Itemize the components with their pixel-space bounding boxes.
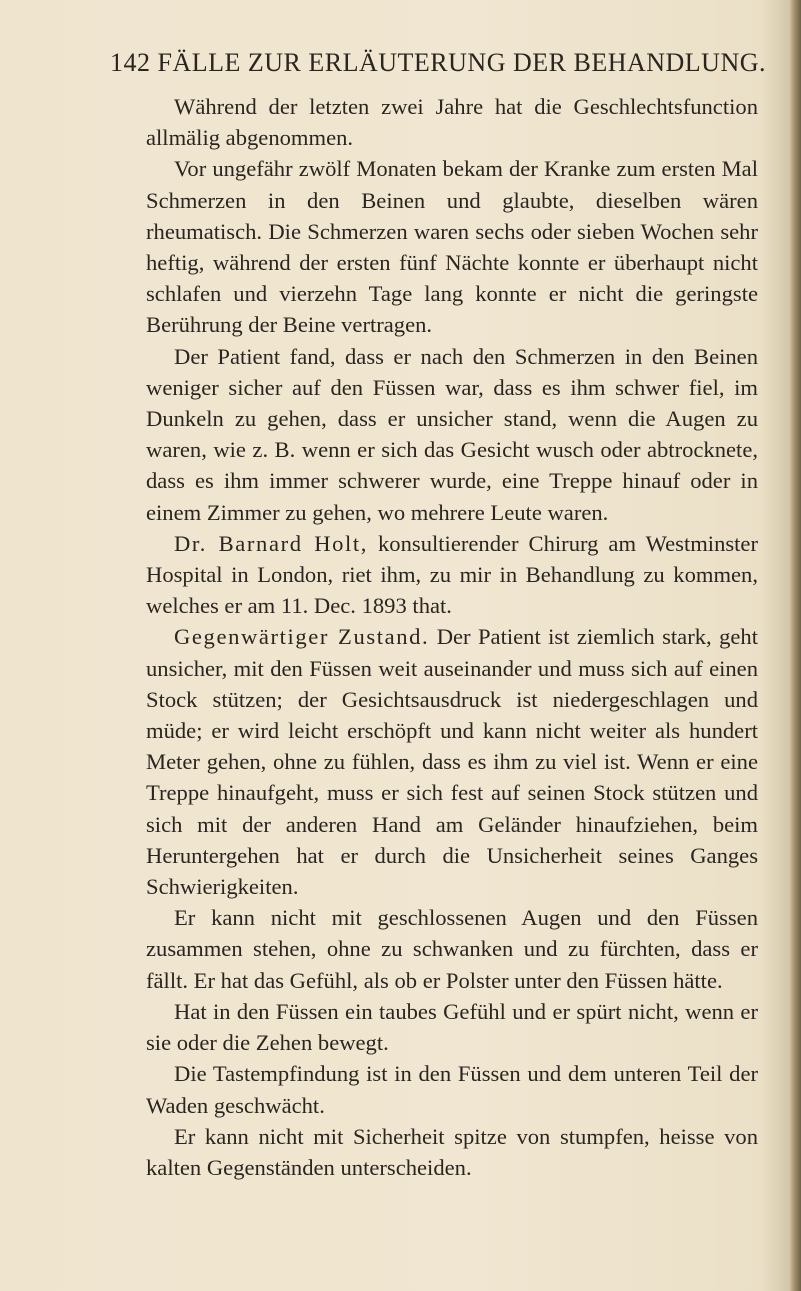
- paragraph-text: Der Patient ist ziemlich stark, geht unsicher, mit den Füssen weit auseinander und muss sich auf einen Stock stützen; der Gesichtsausdruck ist niedergeschlagen und müde; er wird leicht erschöpft und kann nicht weiter als hundert Meter gehen, ohne zu fühlen, dass es ihm zu viel ist. Wenn er eine Treppe hinaufgeht, muss er sich fest auf seinen Stock stützen und sich mit der anderen Hand am Geländer hinaufziehen, beim Heruntergehen hat er durch die Unsicherheit seines Ganges Schwierigkeiten.: [146, 624, 758, 900]
- page-edge: [789, 0, 801, 1291]
- paragraph-text: Während der letzten zwei Jahre hat die Geschlechtsfunction allmälig abgenommen.: [146, 94, 758, 151]
- body-text: [146, 91, 758, 1183]
- paragraph: [146, 528, 758, 622]
- paragraph: [146, 1058, 758, 1120]
- paragraph: [146, 1121, 758, 1183]
- running-head: 142 FÄLLE ZUR ERLÄUTERUNG DER BEHANDLUNG.: [110, 48, 767, 77]
- paragraph-text: Die Tastempfindung ist in den Füssen und dem unteren Teil der Waden geschwächt.: [146, 1061, 758, 1118]
- paragraph-text: konsultierender Chirurg am Westminster Hospital in London, riet ihm, zu mir in Behandlung zu kommen, welches er am 11. Dec. 1893 that.: [146, 530, 758, 619]
- paragraph: [146, 902, 758, 996]
- paragraph-lead: Gegenwärtiger Zustand.: [174, 624, 430, 650]
- paragraph-text: Er kann nicht mit Sicherheit spitze von stumpfen, heisse von kalten Gegenständen unterscheiden.: [146, 1123, 758, 1180]
- paragraph: [146, 996, 758, 1058]
- paragraph-text: Hat in den Füssen ein taubes Gefühl und er spürt nicht, wenn er sie oder die Zehen bewegt.: [146, 998, 758, 1056]
- paragraph: [146, 341, 758, 528]
- paragraph-text: Er kann nicht mit geschlossenen Augen und den Füssen zusammen stehen, ohne zu schwanken und zu fürchten, dass er fällt. Er hat das Gefühl, als ob er Polster unter den Füssen hätte.: [146, 905, 758, 993]
- paragraph: [146, 153, 758, 340]
- paragraph-text: Vor ungefähr zwölf Monaten bekam der Kranke zum ersten Mal Schmerzen in den Beinen und glaubte, dieselben wären rheumatisch. Die Schmerzen waren sechs oder sieben Wochen sehr heftig, während der ersten fünf Nächte konnte er überhaupt nicht schlafen und vierzehn Tage lang konnte er nicht die geringste Berührung der Beine vertragen.: [146, 156, 758, 338]
- paragraph-text: Der Patient fand, dass er nach den Schmerzen in den Beinen weniger sicher auf den Füssen war, dass es ihm schwer fiel, im Dunkeln zu gehen, dass er unsicher stand, wenn die Augen zu waren, wie z. B. wenn er sich das Gesicht wusch oder abtrocknete, dass es ihm immer schwerer wurde, eine Treppe hinauf oder in einem Zimmer zu gehen, wo mehrere Leute waren.: [146, 343, 758, 525]
- paragraph: [146, 621, 758, 902]
- paragraph-lead: Dr. Barnard Holt,: [174, 530, 369, 556]
- paragraph: [146, 91, 758, 153]
